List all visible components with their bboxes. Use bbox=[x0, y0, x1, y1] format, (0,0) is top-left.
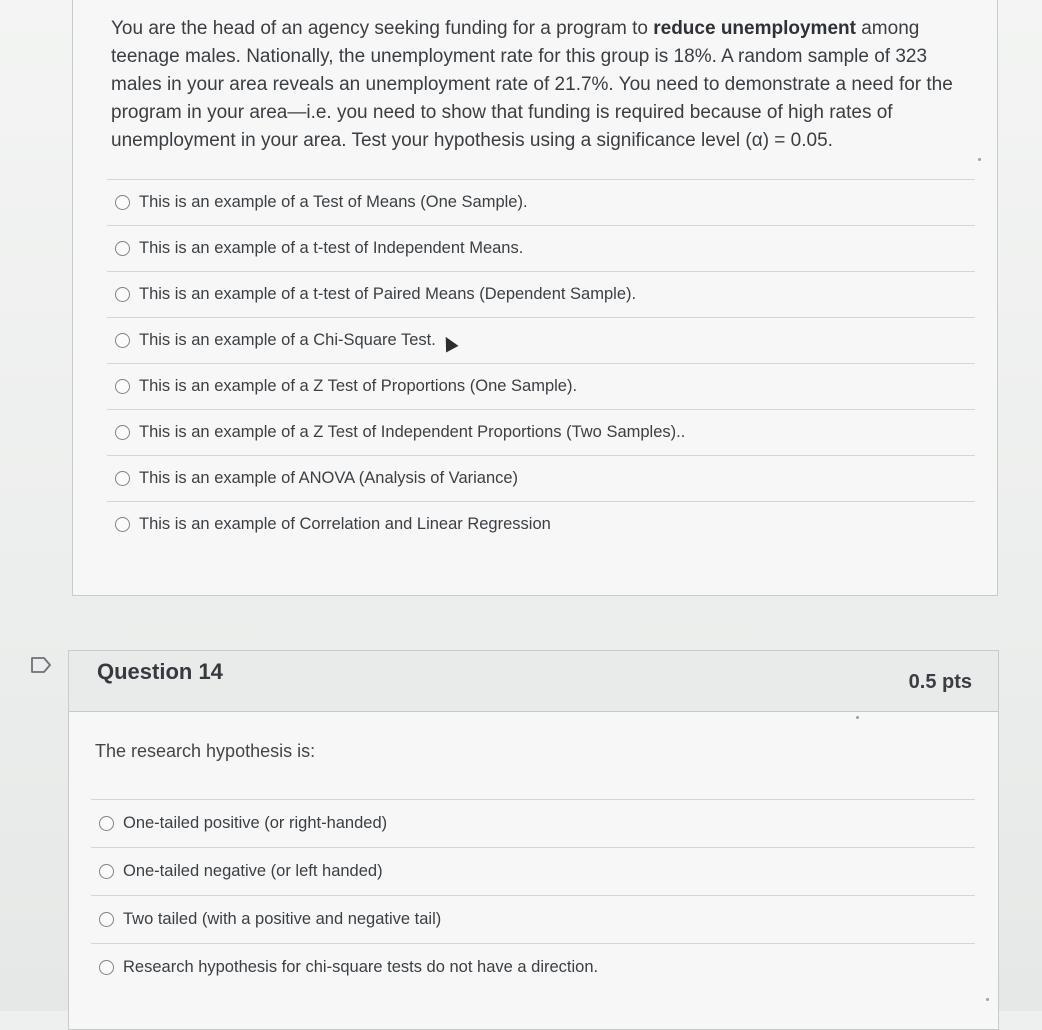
question-13-answers bbox=[107, 179, 975, 547]
radio-button-icon[interactable] bbox=[115, 379, 130, 394]
radio-button-icon[interactable] bbox=[99, 816, 114, 831]
answer-option[interactable] bbox=[107, 363, 975, 409]
screen-speck bbox=[856, 716, 859, 719]
radio-button-icon[interactable] bbox=[99, 912, 114, 927]
radio-button-icon[interactable] bbox=[99, 864, 114, 879]
question-13-text bbox=[111, 15, 981, 155]
radio-button-icon[interactable] bbox=[99, 960, 114, 975]
radio-button-icon[interactable] bbox=[115, 471, 130, 486]
answer-label: This is an example of a Test of Means (One Sample). bbox=[139, 193, 528, 211]
radio-button-icon[interactable] bbox=[115, 425, 130, 440]
answer-option[interactable] bbox=[107, 501, 975, 547]
answer-option[interactable] bbox=[91, 895, 975, 943]
radio-button-icon[interactable] bbox=[115, 195, 130, 210]
answer-option[interactable] bbox=[107, 179, 975, 225]
answer-option[interactable] bbox=[91, 799, 975, 847]
question-14-card bbox=[68, 650, 999, 1030]
answer-label: One-tailed positive (or right-handed) bbox=[123, 814, 388, 832]
answer-option[interactable] bbox=[107, 225, 975, 271]
radio-button-icon[interactable] bbox=[115, 517, 130, 532]
answer-label: This is an example of ANOVA (Analysis of Variance) bbox=[139, 469, 519, 487]
radio-button-icon[interactable] bbox=[115, 287, 130, 302]
answer-label: This is an example of a Z Test of Proportions (One Sample). bbox=[139, 377, 578, 395]
answer-option[interactable] bbox=[107, 455, 975, 501]
screen-speck bbox=[978, 158, 981, 161]
screen-speck bbox=[986, 998, 989, 1001]
question-14-answers bbox=[91, 799, 975, 991]
question-title: Question 14 bbox=[97, 659, 223, 684]
answer-label: This is an example of a Chi-Square Test. bbox=[139, 331, 436, 349]
flag-icon[interactable] bbox=[30, 656, 52, 674]
mouse-pointer-icon bbox=[439, 333, 458, 352]
answer-option[interactable] bbox=[91, 847, 975, 895]
answer-option[interactable] bbox=[107, 409, 975, 455]
question-text-part: You are the head of an agency seeking funding for a program to bbox=[111, 18, 654, 39]
answer-label: This is an example of Correlation and Linear Regression bbox=[139, 515, 551, 533]
question-13-card bbox=[72, 0, 998, 596]
question-text-bold: reduce unemployment bbox=[653, 18, 856, 39]
question-prompt: The research hypothesis is: bbox=[95, 741, 316, 761]
radio-button-icon[interactable] bbox=[115, 333, 130, 348]
answer-option[interactable] bbox=[107, 317, 975, 363]
question-header bbox=[69, 651, 998, 712]
answer-option[interactable] bbox=[107, 271, 975, 317]
answer-label: This is an example of a t-test of Paired Means (Dependent Sample). bbox=[139, 285, 637, 303]
answer-label: This is an example of a t-test of Independent Means. bbox=[139, 239, 524, 257]
answer-label: This is an example of a Z Test of Independent Proportions (Two Samples).. bbox=[139, 423, 686, 441]
answer-label: One-tailed negative (or left handed) bbox=[123, 862, 383, 880]
answer-option[interactable] bbox=[91, 943, 975, 991]
question-points: 0.5 pts bbox=[908, 671, 972, 693]
answer-label: Two tailed (with a positive and negative tail) bbox=[123, 910, 442, 928]
question-text-part: among teenage males. Nationally, the unemployment rate for this group is 18%. A random sample of 323 males in your area reveals an unemployment rate of 21.7%. You need to demonstrate a need for the program in your area—i.e. you need to show that funding is required because of high rates of unemployment in your area. Test your hypothesis using a significance level (α) = 0.05. bbox=[111, 18, 953, 151]
answer-label: Research hypothesis for chi-square tests do not have a direction. bbox=[123, 958, 599, 976]
radio-button-icon[interactable] bbox=[115, 241, 130, 256]
